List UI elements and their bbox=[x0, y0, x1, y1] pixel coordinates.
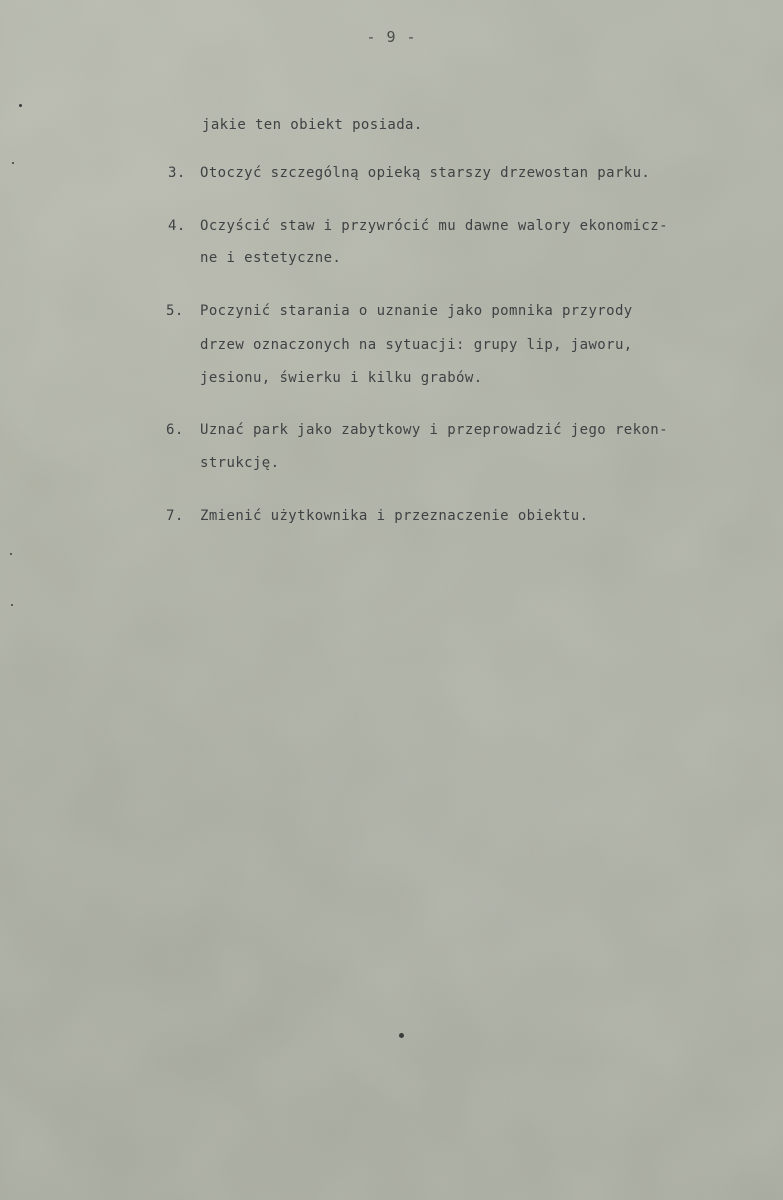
list-item-line: Otoczyć szczególną opieką starszy drzewostan parku. bbox=[200, 165, 651, 181]
page-number: - 9 - bbox=[366, 28, 417, 46]
paper-speck bbox=[399, 1033, 404, 1038]
list-item-line: strukcję. bbox=[200, 455, 280, 471]
margin-speck bbox=[12, 162, 14, 164]
list-item-line: jesionu, świerku i kilku grabów. bbox=[200, 370, 483, 386]
list-item-line: Uznać park jako zabytkowy i przeprowadzić jego rekon- bbox=[200, 422, 668, 438]
margin-speck bbox=[10, 553, 12, 555]
list-item-line: Poczynić starania o uznanie jako pomnika przyrody bbox=[200, 303, 633, 319]
list-item-number: 7. bbox=[166, 508, 184, 524]
continuation-line: jakie ten obiekt posiada. bbox=[202, 117, 423, 133]
list-item-number: 5. bbox=[166, 303, 184, 319]
list-item-line: Zmienić użytkownika i przeznaczenie obiektu. bbox=[200, 508, 589, 524]
list-item-line: ne i estetyczne. bbox=[200, 250, 342, 266]
list-item-line: drzew oznaczonych na sytuacji: grupy lip, jaworu, bbox=[200, 337, 633, 353]
list-item-number: 6. bbox=[166, 422, 184, 438]
list-item-line: Oczyścić staw i przywrócić mu dawne walory ekonomicz- bbox=[200, 218, 668, 234]
list-item-number: 3. bbox=[168, 165, 186, 181]
margin-speck bbox=[11, 604, 13, 606]
margin-speck bbox=[19, 104, 22, 107]
list-item-number: 4. bbox=[168, 218, 186, 234]
